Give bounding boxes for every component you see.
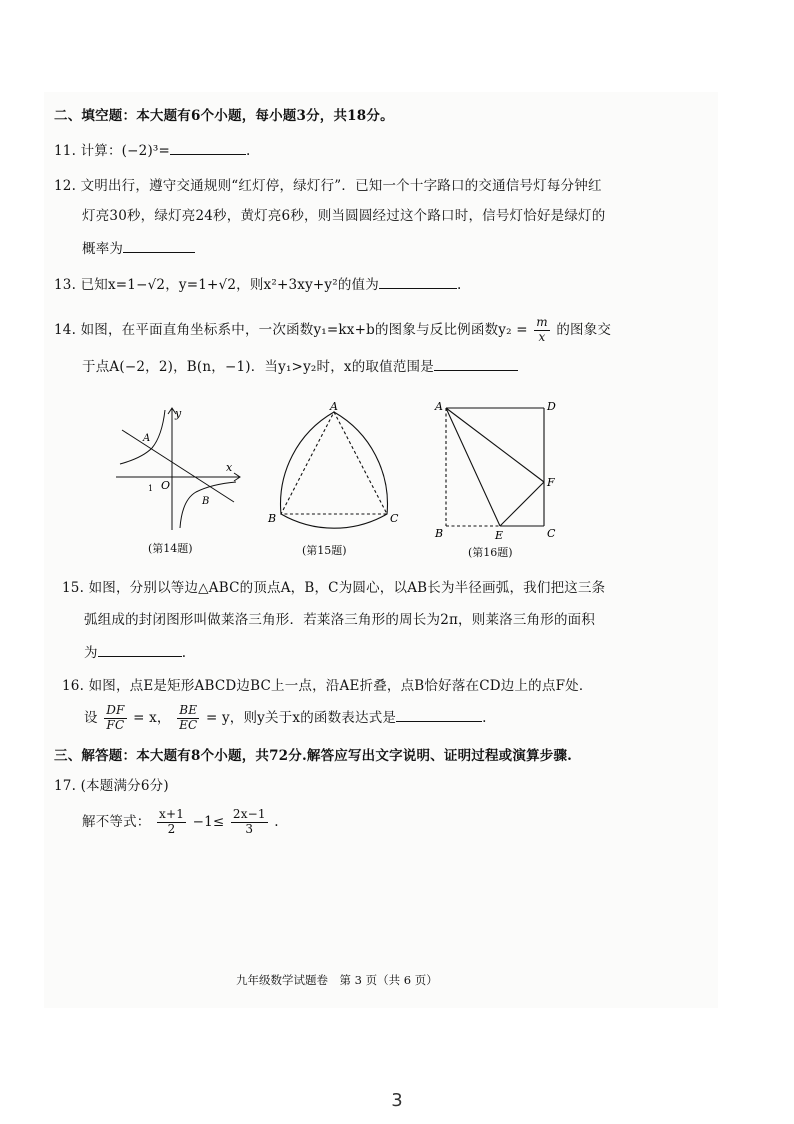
question-14-line2: [82, 358, 518, 377]
question-14-line1: [54, 316, 611, 345]
q14-line2: 于点A(−2，2)，B(n，−1)．当y₁>y₂时，x的取值范围是: [82, 359, 434, 375]
fig15-reuleaux-triangle: [281, 412, 388, 528]
q15-answer-blank: [98, 644, 182, 657]
q17-frac2-numerator: 2x−1: [232, 807, 266, 821]
question-13: [54, 276, 461, 295]
question-11: [54, 142, 251, 161]
q16-mid1: = x，: [133, 709, 171, 726]
q14-answer-blank: [434, 358, 518, 371]
fig16-label-f: F: [547, 476, 555, 489]
q17-fraction-left: [157, 808, 186, 837]
exam-paper: [44, 92, 718, 1008]
q16-answer-blank: [396, 709, 482, 722]
fig16-label-c: C: [547, 527, 556, 540]
q14-fraction: [534, 316, 550, 345]
q13-text: 已知x=1−√2，y=1+√2，则x²+3xy+y²的值为: [80, 277, 379, 293]
question-12-line3: [82, 240, 195, 259]
question-12-line1: [54, 178, 602, 196]
fig16-fold-ae: [446, 408, 500, 526]
q14-frac-numerator: m: [536, 315, 548, 329]
fig15-label-b: B: [268, 512, 277, 525]
fig16-label-b: B: [435, 527, 444, 540]
question-15-line1: [62, 580, 605, 598]
q14-line1a: 如图，在平面直角坐标系中，一次函数y₁=kx+b的图象与反比例函数y₂ =: [80, 321, 528, 338]
q16-frac1-denominator: FC: [106, 717, 125, 732]
q14-frac-denominator: x: [538, 329, 546, 344]
fig14-label-one: 1: [148, 484, 154, 493]
q12-line2: 灯亮30秒，绿灯亮24秒，黄灯亮6秒，则当圆圆经过这个路口时，信号灯恰好是绿灯的: [82, 208, 606, 224]
q16-frac1-numerator: DF: [106, 703, 125, 717]
q13-tail: .: [456, 277, 462, 293]
fig16-segment-af: [446, 408, 544, 482]
fig14-label-y: y: [175, 407, 182, 420]
q16-mid2: = y，则y关于x的函数表达式是: [205, 709, 397, 726]
fig16-label-a: A: [435, 400, 443, 413]
fig14-label-a: A: [143, 433, 151, 444]
question-16-line1: [62, 678, 593, 696]
q15-number: 15.: [62, 580, 85, 596]
q16-pre: 设: [84, 709, 98, 726]
q12-answer-blank: [123, 240, 195, 253]
fig15-caption: (第15题): [302, 544, 347, 557]
fig16-label-e: E: [495, 529, 504, 542]
fig14-label-x: x: [226, 461, 233, 474]
q15-line3: 为: [84, 645, 98, 661]
q11-text: 计算：(−2)³=: [80, 143, 171, 159]
q17-number: 17.: [54, 778, 77, 794]
fig14-label-b: B: [202, 496, 210, 507]
q17-pre: 解不等式：: [82, 813, 151, 830]
q16-line1: 如图，点E是矩形ABCD边BC上一点，沿AE折叠，点B恰好落在CD边上的点F处．: [88, 678, 593, 694]
figure-15: [264, 400, 404, 532]
page-number: 3: [391, 1090, 403, 1111]
fig16-caption: (第16题): [468, 546, 513, 559]
q17-mid: −1≤: [192, 813, 225, 830]
fig14-line: [122, 430, 234, 502]
q17-fraction-right: [231, 808, 268, 837]
q12-line1: 文明出行，遵守交通规则“红灯停，绿灯行”．已知一个十字路口的交通信号灯每分钟红: [80, 178, 602, 194]
fig15-label-c: C: [390, 512, 399, 525]
page-footer: 九年级数学试题卷 第 3 页（共 6 页）: [236, 973, 438, 987]
question-16-line2: [84, 704, 487, 733]
q17-score: (本题满分6分): [80, 778, 169, 794]
q12-number: 12.: [54, 178, 77, 194]
q15-line2: 弧组成的封闭图形叫做莱洛三角形．若莱洛三角形的周长为2π，则莱洛三角形的面积: [84, 612, 596, 628]
section2-heading: 二、填空题：本大题有6个小题，每小题3分，共18分。: [54, 108, 394, 124]
q17-frac1-denominator: 2: [167, 821, 176, 836]
q17-frac2-denominator: 3: [245, 821, 254, 836]
q17-tail: .: [274, 813, 279, 830]
q12-line3: 概率为: [82, 241, 124, 257]
fig15-label-a: A: [330, 400, 338, 413]
q16-number: 16.: [62, 678, 85, 694]
q11-number: 11.: [54, 143, 77, 159]
q15-line1: 如图，分别以等边△ABC的顶点A，B，C为圆心，以AB长为半径画弧，我们把这三条: [88, 580, 606, 596]
q17-frac1-numerator: x+1: [159, 807, 185, 821]
question-17-header: [54, 778, 169, 796]
q16-frac2-numerator: BE: [177, 704, 199, 719]
fig15-inner-triangle: [281, 412, 387, 514]
q13-answer-blank: [379, 276, 457, 289]
q11-tail: .: [246, 143, 251, 159]
q14-number: 14.: [54, 321, 77, 338]
q16-tail: .: [482, 709, 487, 726]
q16-frac2-denominator: EC: [179, 717, 198, 732]
q16-fraction-df-fc: [104, 704, 126, 733]
figure-16: [430, 396, 568, 542]
q16-fraction-be-ec: [177, 704, 199, 733]
q11-answer-blank: [170, 142, 246, 155]
figure-14: [112, 400, 244, 532]
fig16-label-d: D: [547, 400, 556, 413]
fig14-caption: (第14题): [148, 542, 193, 555]
q14-line1b: 的图象交: [556, 321, 612, 338]
fig16-segment-ef: [500, 482, 544, 526]
fig14-label-o: O: [161, 479, 171, 492]
section3-heading: 三、解答题：本大题有8个小题，共72分.解答应写出文字说明、证明过程或演算步骤.: [54, 748, 573, 764]
question-15-line3: [84, 644, 186, 663]
q15-tail: .: [181, 645, 187, 661]
q13-number: 13.: [54, 277, 77, 293]
question-17-body: [82, 808, 279, 837]
